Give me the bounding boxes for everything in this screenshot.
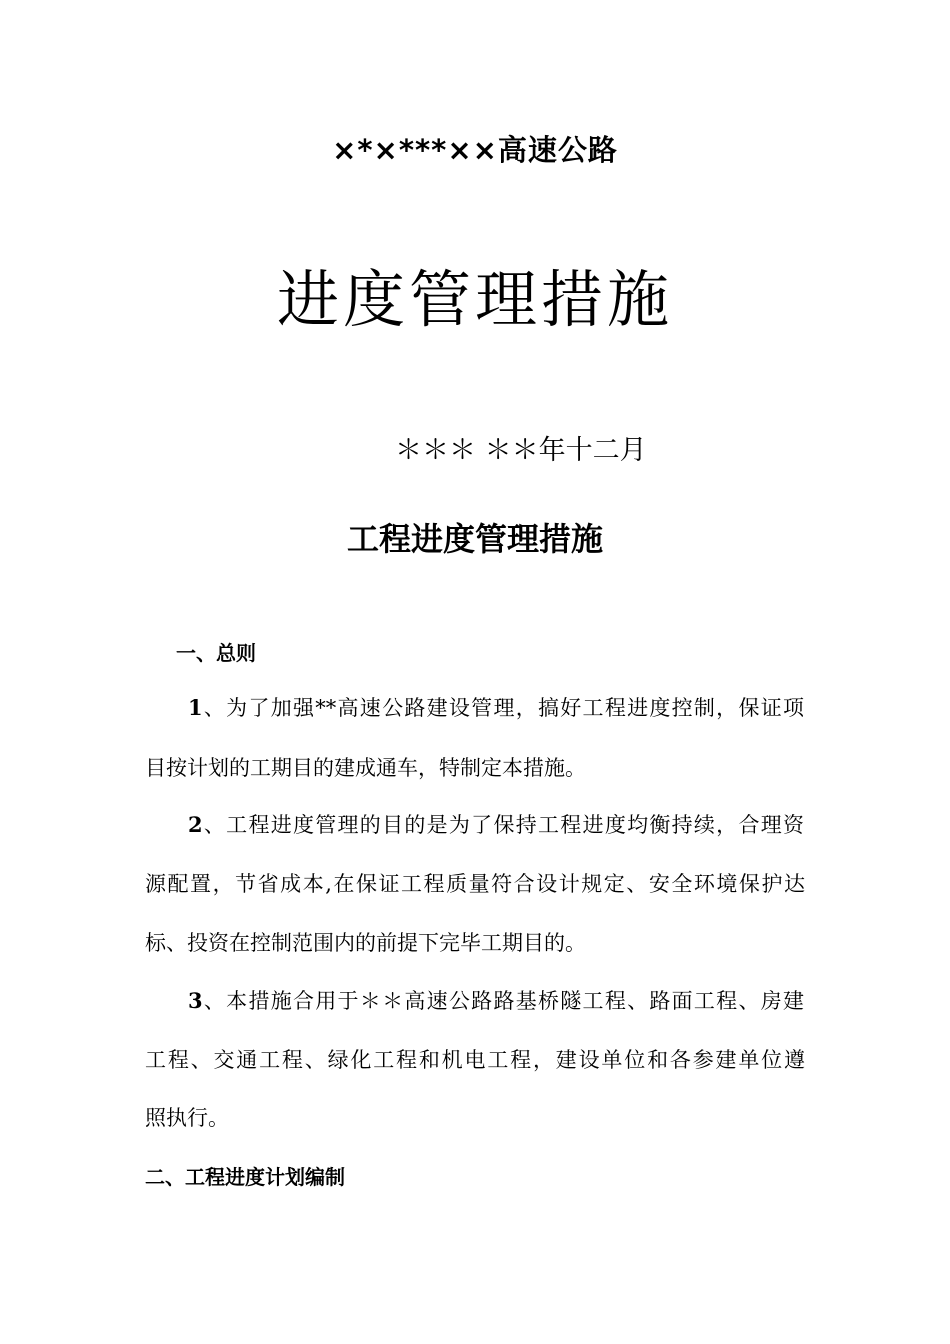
paragraph-2-text-2: 源配置，节省成本,在保证工程质量符合设计规定、安全环境保护达 [145,872,805,896]
paragraph-2-text-1: 、工程进度管理的目的是为了保持工程进度均衡持续，合理资 [202,813,804,837]
paragraph-3-line-3: 照执行。 [145,1106,229,1130]
paragraph-2-number: 2 [188,812,203,837]
paragraph-1-line-1 [188,692,804,722]
paragraph-2-line-1 [188,809,804,839]
cover-main-title: 进度管理措施 [276,263,673,336]
document-title: 工程进度管理措施 [346,520,603,558]
paragraph-1-number: 1 [188,695,203,720]
paragraph-3-line-2 [145,1044,805,1074]
cover-project-title: ⨯*⨯***⨯⨯高速公路 [332,133,618,167]
paragraph-3-line-1 [188,985,804,1015]
section-1-heading: 一、总则 [176,641,256,665]
paragraph-2-line-2 [145,868,805,898]
section-2-heading: 二、工程进度计划编制 [145,1165,345,1189]
paragraph-2-line-3: 标、投资在控制范围内的前提下完毕工期目的。 [145,931,586,955]
paragraph-3-text-1: 、本措施合用于＊＊高速公路路基桥隧工程、路面工程、房建 [202,989,804,1013]
cover-date: ＊＊＊ ＊＊年十二月 [395,435,647,466]
paragraph-1-text-1: 、为了加强**高速公路建设管理，搞好工程进度控制，保证项 [202,696,804,720]
paragraph-3-number: 3 [188,988,203,1013]
paragraph-3-text-2: 工程、交通工程、绿化工程和机电工程，建设单位和各参建单位遵 [145,1048,805,1072]
paragraph-1-line-2: 目按计划的工期目的建成通车，特制定本措施。 [145,756,586,780]
